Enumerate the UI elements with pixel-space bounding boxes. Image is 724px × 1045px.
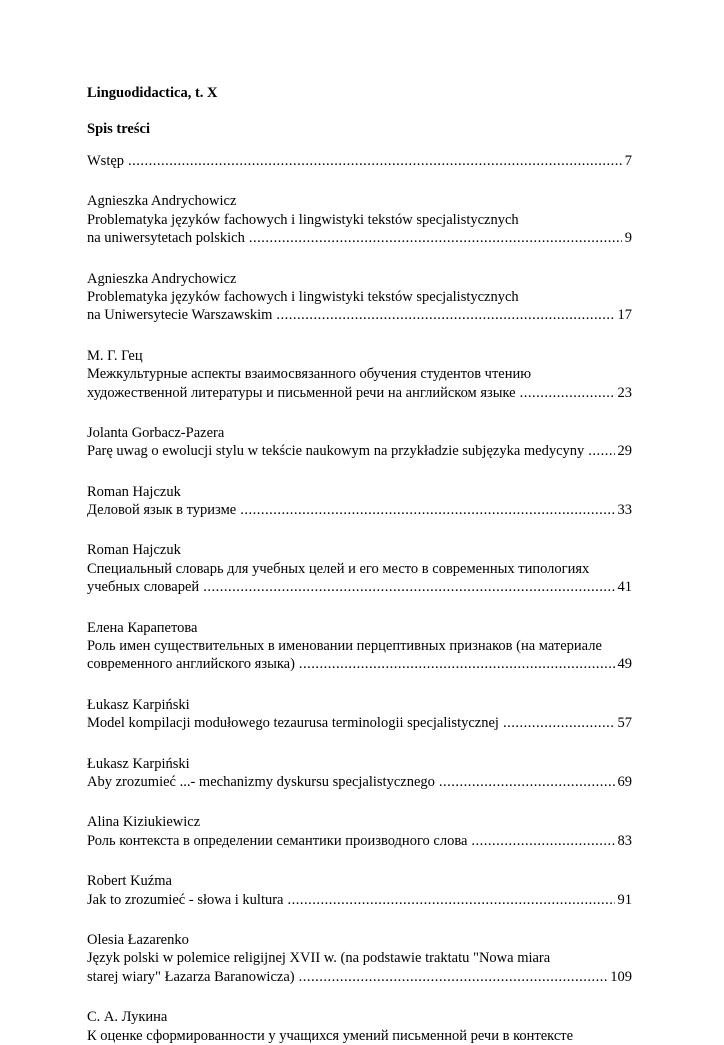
toc-entry-leader-line xyxy=(87,442,632,460)
toc-entry-leader-line xyxy=(87,152,632,170)
toc-entry-leader-line xyxy=(87,384,632,402)
toc-entry xyxy=(87,696,632,733)
toc-entry-author: Agnieszka Andrychowicz xyxy=(87,270,237,287)
toc-entry-leader-line xyxy=(87,891,632,909)
toc-entry-title-line: na uniwersytetach polskich xyxy=(87,230,245,247)
toc-entry xyxy=(87,192,632,247)
toc-entry-author: Елена Карапетова xyxy=(87,619,198,636)
toc-entry-title-line: художественной литературы и письменной речи на английском языке xyxy=(87,384,516,401)
toc-entry-leader-line xyxy=(87,501,632,519)
toc-entry xyxy=(87,541,632,596)
toc-entry-author: Olesia Łazarenko xyxy=(87,931,189,948)
toc-entry xyxy=(87,931,632,986)
dot-leader xyxy=(520,384,615,402)
toc-entry-author: Roman Hajczuk xyxy=(87,542,181,559)
dot-leader xyxy=(128,152,622,170)
toc-entry-title-line: Język polski w polemice religijnej XVII w. (na podstawie traktatu "Nowa miara xyxy=(87,950,551,967)
dot-leader xyxy=(299,968,608,986)
toc-entry-author: Alina Kiziukiewicz xyxy=(87,814,201,831)
toc-entry xyxy=(87,619,632,674)
toc-entry-page-number: 7 xyxy=(624,153,632,169)
dot-leader xyxy=(471,832,614,850)
dot-leader xyxy=(240,501,614,519)
toc-entry-author: Jolanta Gorbacz-Pazera xyxy=(87,424,225,441)
toc-entry xyxy=(87,483,632,520)
toc-entry-page-number: 109 xyxy=(610,968,632,985)
toc-entry xyxy=(87,152,632,170)
toc-entry-title-line: Роль контекста в определении семантики производного слова xyxy=(87,832,468,849)
toc-entry-leader-line xyxy=(87,714,632,732)
toc-entry-title-line: К оценке сформированности у учащихся умений письменной речи в контексте xyxy=(87,1027,574,1044)
toc-entry-title-line: Wstęp xyxy=(87,153,125,169)
dot-leader xyxy=(299,655,615,673)
toc-entry xyxy=(87,755,632,792)
toc-entry-page-number: 41 xyxy=(617,579,632,596)
toc-entry-author: Łukasz Karpiński xyxy=(87,696,190,713)
toc-entry xyxy=(87,1008,632,1045)
toc-entry-title-line: Problematyka języków fachowych i lingwistyki tekstów specjalistycznych xyxy=(87,211,519,228)
toc-entry-title-line: Jak to zrozumieć - słowa i kultura xyxy=(87,891,284,908)
toc-entry-title-line: учебных словарей xyxy=(87,579,200,596)
toc-entry-leader-line xyxy=(87,306,632,324)
toc-entry-page-number: 9 xyxy=(624,230,632,247)
toc-entry-author: М. Г. Гец xyxy=(87,347,143,364)
toc-entry-author: Roman Hajczuk xyxy=(87,483,181,500)
toc-entry-title-line: na Uniwersytecie Warszawskim xyxy=(87,307,273,324)
toc-entry-page-number: 33 xyxy=(617,502,632,519)
toc-entry-title-line: starej wiary" Łazarza Baranowicza) xyxy=(87,968,295,985)
toc-entry-leader-line xyxy=(87,832,632,850)
toc-entry-page-number: 29 xyxy=(617,443,632,460)
toc-entry-leader-line xyxy=(87,578,632,596)
toc-entry xyxy=(87,424,632,461)
dot-leader xyxy=(203,578,614,596)
toc-entry-title-line: Aby zrozumieć ...- mechanizmy dyskursu specjalistycznego xyxy=(87,773,435,790)
toc-entry-page-number: 69 xyxy=(617,773,632,790)
dot-leader xyxy=(439,773,615,791)
toc-entry-page-number: 49 xyxy=(617,656,632,673)
toc-entry-author: С. А. Лукина xyxy=(87,1009,168,1026)
toc-entry-title-line: современного английского языка) xyxy=(87,656,295,673)
toc-entry-title-line: Межкультурные аспекты взаимосвязанного обучения студентов чтению xyxy=(87,366,532,383)
toc-entry-author: Robert Kuźma xyxy=(87,873,172,890)
dot-leader xyxy=(288,891,615,909)
toc-entry-leader-line xyxy=(87,229,632,247)
toc-entry-title-line: Parę uwag o ewolucji stylu w tekście naukowym na przykładzie subjęzyka medycyny xyxy=(87,443,585,460)
toc-entry xyxy=(87,347,632,402)
dot-leader xyxy=(249,229,622,247)
toc-heading: Spis treści xyxy=(87,121,150,137)
toc-entry-author: Łukasz Karpiński xyxy=(87,755,190,772)
dot-leader xyxy=(276,306,614,324)
toc-entry xyxy=(87,270,632,325)
toc-entry-leader-line xyxy=(87,773,632,791)
dot-leader xyxy=(503,714,615,732)
toc-entry-page-number: 91 xyxy=(617,891,632,908)
toc-entry-page-number: 17 xyxy=(617,307,632,324)
toc-entry-title-line: Деловой язык в туризме xyxy=(87,502,237,519)
toc-entry xyxy=(87,872,632,909)
toc-entry-title-line: Роль имен существительных в именовании перцептивных признаков (на материале xyxy=(87,638,602,655)
toc-entry-author: Agnieszka Andrychowicz xyxy=(87,193,237,210)
toc-entry-page-number: 83 xyxy=(617,832,632,849)
toc-entry-title-line: Model kompilacji modułowego tezaurusa terminologii specjalistycznej xyxy=(87,715,499,732)
dot-leader xyxy=(588,442,614,460)
toc-entry-title-line: Problematyka języków fachowych i lingwistyki tekstów specjalistycznych xyxy=(87,288,519,305)
toc-entry-title-line: Специальный словарь для учебных целей и его место в современных типологиях xyxy=(87,560,590,577)
toc-entry-page-number: 23 xyxy=(617,384,632,401)
toc-entry-leader-line xyxy=(87,655,632,673)
toc-entry-leader-line xyxy=(87,968,632,986)
journal-title: Linguodidactica, t. X xyxy=(87,85,218,101)
toc-entry xyxy=(87,813,632,850)
table-of-contents xyxy=(87,152,632,1045)
toc-entry-page-number: 57 xyxy=(617,715,632,732)
